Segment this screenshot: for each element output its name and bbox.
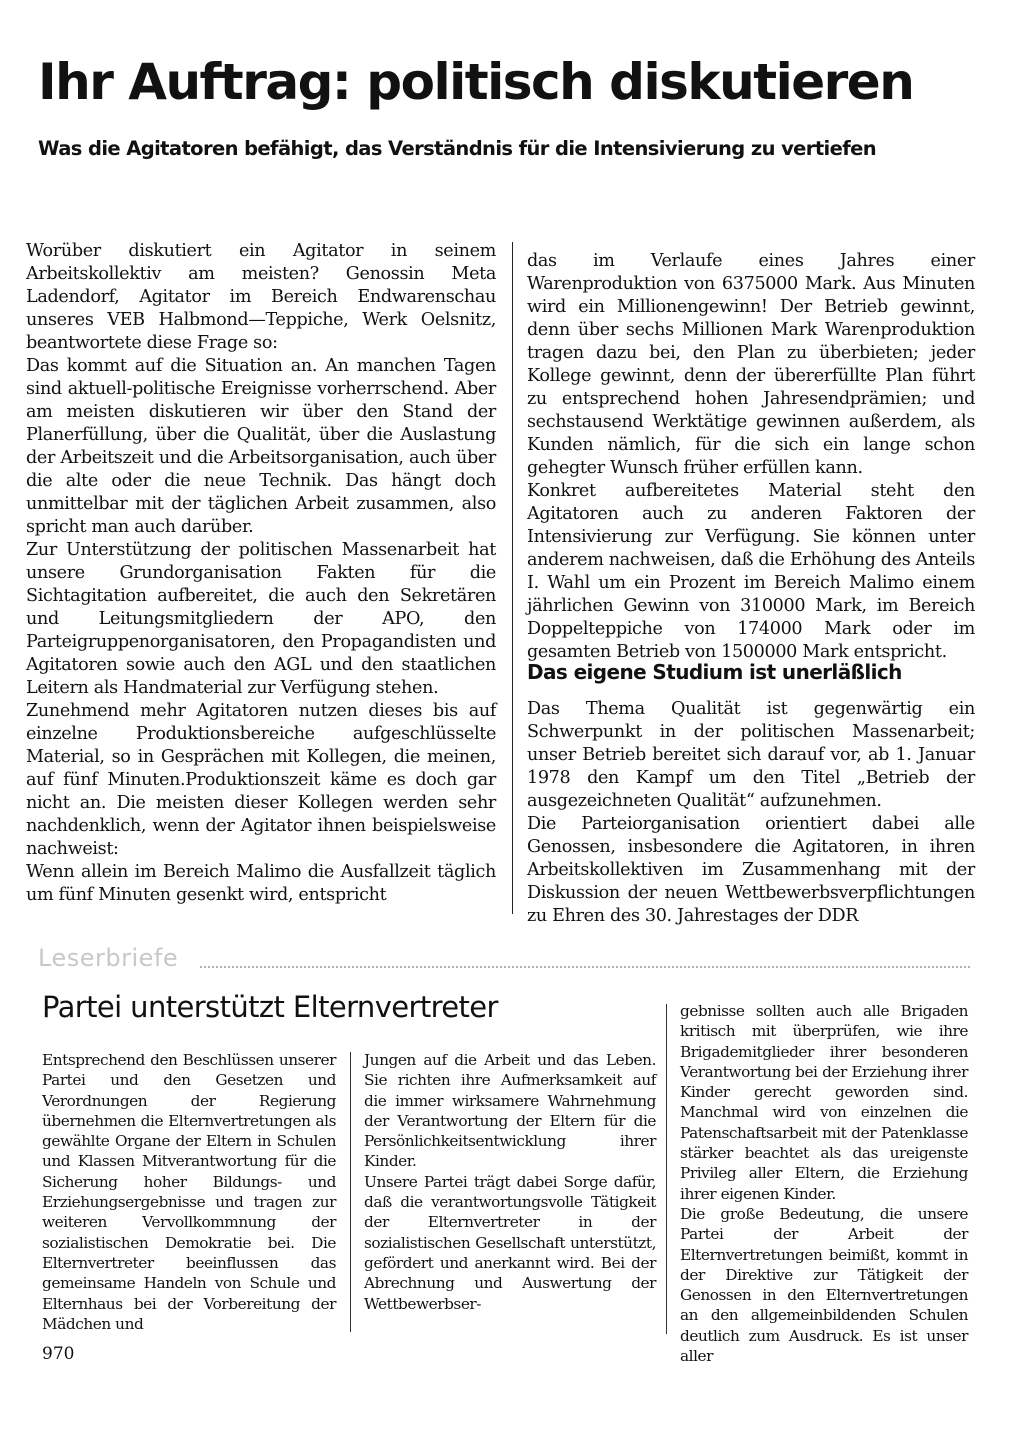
column-divider [666, 1004, 667, 1334]
paragraph: Unsere Partei trägt dabei Sorge dafür, daß die verantwortungsvolle Tätigkeit der Elternvertreter in der sozialistischen Gesellschaft unterstützt, gefördert und anerkannt wird. Bei der Abrechnung und Auswertung der Wettbewerbser- [364, 1172, 656, 1313]
section-rubric: Leserbriefe [38, 944, 179, 972]
letter-headline: Partei unterstützt Elternvertreter [42, 990, 498, 1024]
paragraph: Zunehmend mehr Agitatoren nutzen dieses bis auf einzelne Produktionsbereiche aufgeschlüsselte Material, so in Gesprächen mit Kollegen, die meinen, auf fünf Minuten.Produktionszeit käme es doch gar nicht an. Die meisten dieser Kollegen werden sehr nachdenklich, wenn der Agitator ihnen beispielsweise nachweist: [26, 701, 496, 859]
paragraph: gebnisse sollten auch alle Brigaden kritisch mit überprüfen, wie ihre Brigademitglieder ihrer besonderen Verantwortung bei der Erziehung ihrer Kinder gerecht geworden sind. Manchmal wird von einzelnen die Patenschaftsarbeit mit der Patenklasse stärker beachtet als das ureigenste Privileg aller Eltern, die Erziehung ihrer eigenen Kinder. [680, 1002, 968, 1203]
paragraph: Die Parteiorganisation orientiert dabei alle Genossen, insbesondere die Agitatoren, in ihren Arbeitskollektiven im Zusammenhang mit der Diskussion der neuen Wettbewerbsverpflichtungen zu Ehren des 30. Jahrestages der DDR [527, 814, 975, 926]
article-column-1 [26, 240, 496, 907]
page-number: 970 [42, 1344, 75, 1364]
paragraph: Konkret aufbereitetes Material steht den Agitatoren auch zu anderen Faktoren der Intensivierung zur Verfügung. Sie können unter anderem nachweisen, daß die Erhöhung des Anteils I. Wahl um ein Prozent im Bereich Malimo einem jährlichen Gewinn von 310000 Mark, im Bereich Doppelteppiche von 174000 Mark oder im gesamten Betrieb von 1500000 Mark entspricht. [527, 481, 975, 662]
article-subheadline: Was die Agitatoren befähigt, das Verständnis für die Intensivierung zu vertiefen [38, 137, 877, 160]
paragraph: Zur Unterstützung der politischen Massenarbeit hat unsere Grundorganisation Fakten für die Sichtagitation aufbereitet, die auch den Sekretären und Leitungsmitgliedern der APO, den Parteigruppenorganisatoren, den Propagandisten und Agitatoren sowie auch den AGL und den staatlichen Leitern als Handmaterial zur Verfügung stehen. [26, 540, 496, 698]
paragraph: das im Verlaufe eines Jahres einer Warenproduktion von 6375000 Mark. Aus Minuten wird ein Millionengewinn! Der Betrieb gewinnt, denn über sechs Millionen Mark Warenproduktion tragen dazu bei, den Plan zu überbieten; jeder Kollege gewinnt, denn der übererfüllte Plan führt zu entsprechend hohen Jahresendprämien; und sechstausend Werktätige gewinnen außerdem, als Kunden nämlich, für die sich ein lange schon gehegter Wunsch früher erfüllen kann. [527, 251, 975, 478]
paragraph: Die große Bedeutung, die unsere Partei der Arbeit der Elternvertretungen beimißt, kommt in der Direktive zur Tätigkeit der Genossen in den Elternvertretungen an den allgemeinbildenden Schulen deutlich zum Ausdruck. Es ist unser aller [680, 1204, 968, 1366]
article-headline: Ihr Auftrag: politisch diskutieren [38, 53, 914, 111]
paragraph: Das Thema Qualität ist gegenwärtig ein Schwerpunkt in der politischen Massenarbeit; unser Betrieb bereitet sich darauf vor, ab 1. Januar 1978 den Kampf um den Titel „Betrieb der ausgezeichneten Qualität“ aufzunehmen. [527, 699, 975, 811]
rubric-divider [200, 966, 970, 968]
letter-column-3 [680, 1001, 968, 1366]
letter-column-1 [42, 1050, 336, 1334]
section-heading: Das eigene Studium ist unerläßlich [527, 660, 902, 684]
paragraph: Worüber diskutiert ein Agitator in seinem Arbeitskollektiv am meisten? Genossin Meta Ladendorf, Agitator im Bereich Endwarenschau unseres VEB Halbmond—Teppiche, Werk Oelsnitz, beantwortete diese Frage so: [26, 241, 496, 353]
paragraph: Jungen auf die Arbeit und das Leben. Sie richten ihre Aufmerksamkeit auf die immer wirksamere Wahrnehmung der Verantwortung der Eltern für die Persönlichkeitsentwicklung ihrer Kinder. [364, 1051, 656, 1171]
article-column-2-continued [527, 698, 975, 928]
paragraph: Entsprechend den Beschlüssen unserer Partei und den Gesetzen und Verordnungen der Regierung übernehmen die Elternvertretungen als gewählte Organe der Eltern in Schulen und Klassen Mitverantwortung für die Sicherung hoher Bildungs- und Erziehungsergebnisse und tragen zur weiteren Vervollkommnung der sozialistischen Demokratie bei. Die Elternvertreter beeinflussen das gemeinsame Handeln von Schule und Elternhaus bei der Vorbereitung der Mädchen und [42, 1051, 336, 1333]
article-column-2 [527, 250, 975, 664]
paragraph: Das kommt auf die Situation an. An manchen Tagen sind aktuell-politische Ereignisse vorherrschend. Aber am meisten diskutieren wir über den Stand der Planerfüllung, über die Qualität, über die Auslastung der Arbeitszeit und die Arbeitsorganisation, auch über die alte oder die neue Technik. Das hängt doch unmittelbar mit der täglichen Arbeit zusammen, also spricht man auch darüber. [26, 356, 496, 537]
column-divider [350, 1052, 351, 1332]
column-divider [512, 242, 513, 914]
letter-column-2 [364, 1050, 656, 1314]
paragraph: Wenn allein im Bereich Malimo die Ausfallzeit täglich um fünf Minuten gesenkt wird, entspricht [26, 862, 496, 905]
